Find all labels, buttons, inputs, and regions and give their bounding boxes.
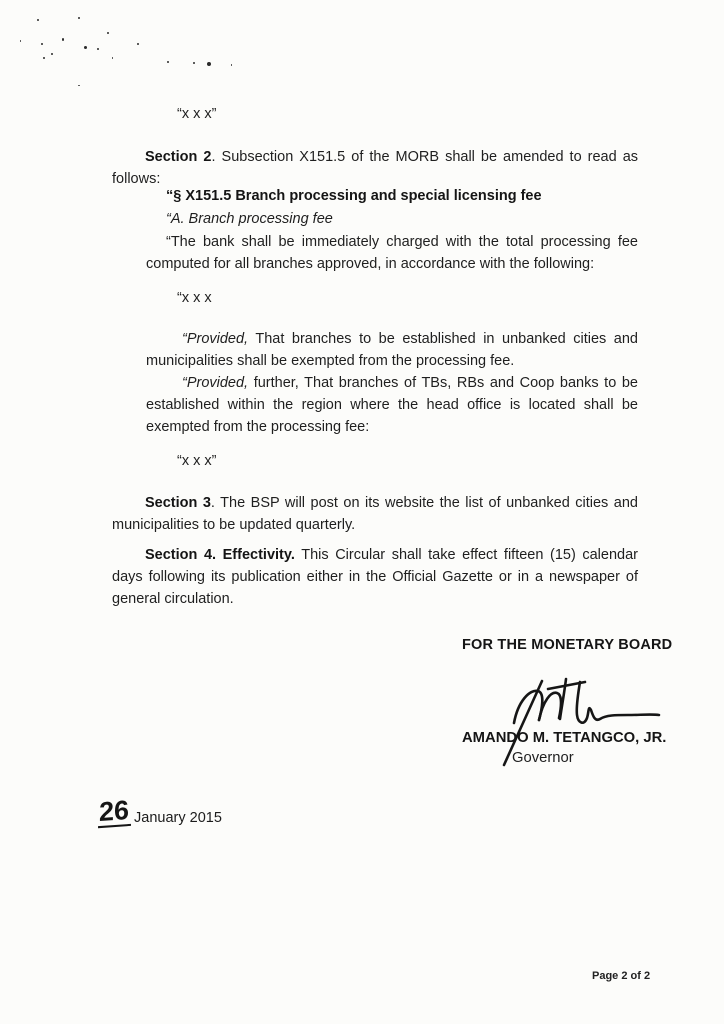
signatory-title: Governor <box>512 750 574 766</box>
scan-artifacts <box>0 0 250 95</box>
section-4-label: Section 4. Effectivity. <box>145 547 295 563</box>
proviso-2-lead: “Provided, <box>182 375 249 391</box>
proviso-1-paragraph <box>146 328 638 372</box>
morb-processing-fee-paragraph: “The bank shall be immediately charged with the total processing fee computed for all branches approved, in accordance with the following: <box>146 234 638 272</box>
proviso-1-lead: “Provided, <box>182 331 249 347</box>
morb-subsection-heading: “§ X151.5 Branch processing and special licensing fee <box>166 188 542 204</box>
section-4-paragraph <box>112 544 638 610</box>
ellipsis-quote-bottom: “x x x” <box>177 453 217 469</box>
proviso-2-text: further, That branches of TBs, RBs and Coop banks to be established within the region where the head office is located shall be exempted from the processing fee: <box>146 375 638 435</box>
morb-branch-fee-subheading: “A. Branch processing fee <box>166 211 333 227</box>
handwritten-day: 26 <box>99 794 130 828</box>
section-3-label: Section 3 <box>145 495 211 511</box>
date-month-year: January 2015 <box>134 810 222 826</box>
signatory-name: AMANDO M. TETANGCO, JR. <box>462 730 667 746</box>
section-3-paragraph <box>112 492 638 536</box>
section-3-text: . The BSP will post on its website the list of unbanked cities and municipalities to be updated quarterly. <box>112 495 638 533</box>
section-2-label: Section 2 <box>145 149 212 165</box>
page-number: Page 2 of 2 <box>592 970 651 982</box>
proviso-2-paragraph <box>146 372 638 438</box>
section-2-paragraph <box>112 146 638 190</box>
ellipsis-quote-top: “x x x” <box>177 106 217 122</box>
date-line <box>98 794 222 828</box>
section-2-text: . Subsection X151.5 of the MORB shall be amended to read as follows: <box>112 149 639 187</box>
ellipsis-quote-middle: “x x x <box>177 290 212 306</box>
for-monetary-board-line: FOR THE MONETARY BOARD <box>462 637 673 653</box>
proviso-1-text: That branches to be established in unbanked cities and municipalities shall be exempted from the processing fee. <box>146 331 638 369</box>
section-4-text: This Circular shall take effect fifteen (15) calendar days following its publication either in the Official Gazette or in a newspaper of general circulation. <box>112 547 638 607</box>
